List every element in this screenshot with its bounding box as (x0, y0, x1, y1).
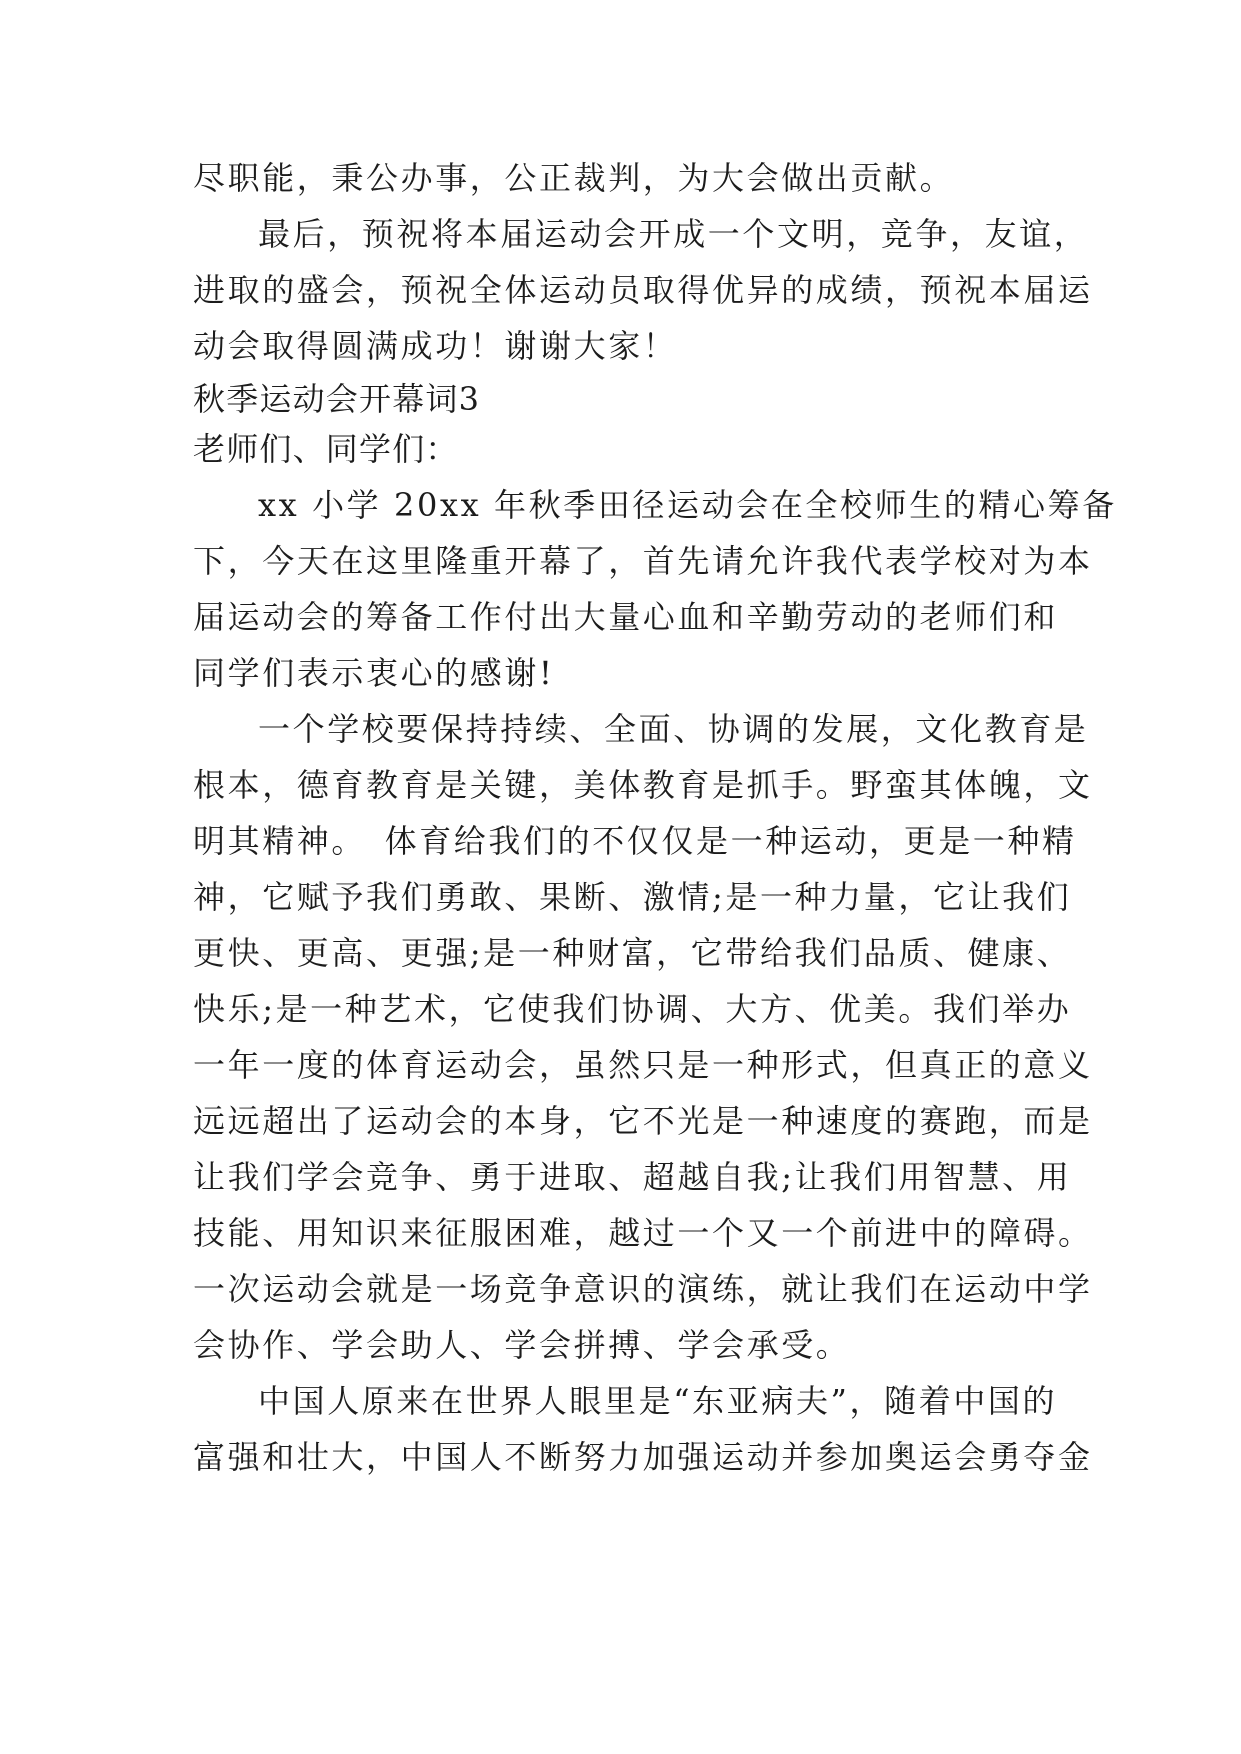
text-line: 同学们表示衷心的感谢! (193, 654, 555, 692)
text-line: 快乐;是一种艺术，它使我们协调、大方、优美。我们举办 (193, 990, 1072, 1028)
text-line: 进取的盛会，预祝全体运动员取得优异的成绩，预祝本届运 (193, 271, 1093, 309)
section-title: 秋季运动会开幕词3 (193, 380, 481, 418)
text-line: 一年一度的体育运动会，虽然只是一种形式，但真正的意义 (193, 1046, 1093, 1084)
salutation: 老师们、同学们： (193, 430, 459, 468)
text-line: 尽职能，秉公办事，公正裁判，为大会做出贡献。 (193, 159, 955, 197)
text-line: 根本，德育教育是关键，美体教育是抓手。野蛮其体魄，文 (193, 766, 1093, 804)
text-line: 动会取得圆满成功！谢谢大家！ (193, 327, 678, 365)
text-line: 富强和壮大，中国人不断努力加强运动并参加奥运会勇夺金 (193, 1438, 1093, 1476)
text-line: 届运动会的筹备工作付出大量心血和辛勤劳动的老师们和 (193, 598, 1059, 636)
text-line: 远远超出了运动会的本身，它不光是一种速度的赛跑，而是 (193, 1102, 1093, 1140)
text-line: 让我们学会竞争、勇于进取、超越自我;让我们用智慧、用 (193, 1158, 1072, 1196)
paragraph-start-line: xx 小学 20xx 年秋季田径运动会在全校师生的精心筹备 (258, 486, 1117, 524)
paragraph-start-line: 一个学校要保持持续、全面、协调的发展，文化教育是 (258, 710, 1089, 748)
text-line: 技能、用知识来征服困难，越过一个又一个前进中的障碍。 (193, 1214, 1093, 1252)
text-line: 下，今天在这里隆重开幕了，首先请允许我代表学校对为本 (193, 542, 1093, 580)
text-line: 一次运动会就是一场竞争意识的演练，就让我们在运动中学 (193, 1270, 1093, 1308)
text-line: 神，它赋予我们勇敢、果断、激情;是一种力量，它让我们 (193, 878, 1072, 916)
paragraph-start-line: 最后，预祝将本届运动会开成一个文明，竞争，友谊， (258, 215, 1089, 253)
text-line: 会协作、学会助人、学会拼搏、学会承受。 (193, 1326, 851, 1364)
text-line: 明其精神。 体育给我们的不仅仅是一种运动，更是一种精 (193, 822, 1077, 860)
paragraph-start-line: 中国人原来在世界人眼里是“东亚病夫”，随着中国的 (258, 1382, 1058, 1420)
text-line: 更快、更高、更强;是一种财富，它带给我们品质、健康、 (193, 934, 1072, 972)
